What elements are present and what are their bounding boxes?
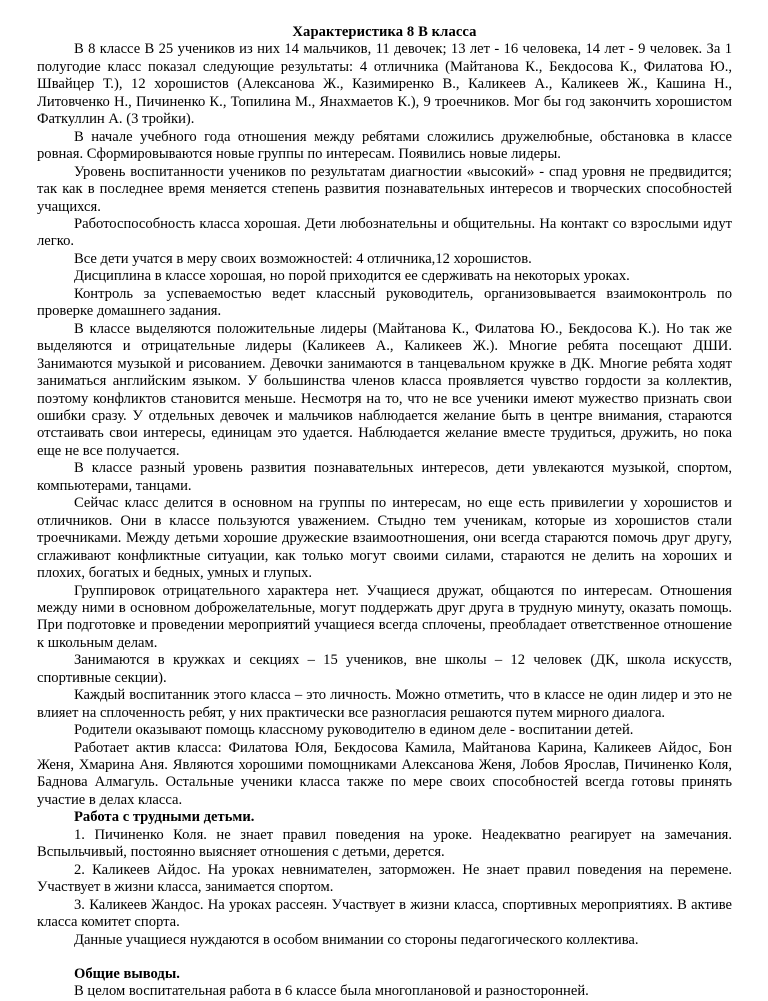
difficult-child-item: 1. Пичиненко Коля. не знает правил поведения на уроке. Неадекватно реагирует на замечания. Вспыльчивый, постоянно выясняет отношения с детьми, дерется. xyxy=(37,826,732,861)
difficult-children-note: Данные учащиеся нуждаются в особом внимании со стороны педагогического коллектива. xyxy=(74,931,639,948)
paragraph-control: Контроль за успеваемостью ведет классный руководитель, организовывается взаимоконтроль по проверке домашнего задания. xyxy=(37,285,732,320)
paragraph-work-capacity: Работоспособность класса хорошая. Дети любознательны и общительны. На контакт со взрослыми идут легко. xyxy=(37,215,732,250)
paragraph-no-negative-groups: Группировок отрицательного характера нет. Учащиеся дружат, общаются по интересам. Отношения между ними в основном доброжелательные, могут поддержать друг друга в трудную минуту, оказать помощь. При подготовке и проведении мероприятий учащиеся всегда сплочены, преобладает ответственное отношение к школьным делам. xyxy=(37,582,732,651)
paragraph-personality: Каждый воспитанник этого класса – это личность. Можно отметить, что в классе не один лидер и это не влияет на сплоченность ребят, у них практически все разногласия решаются путем мирного диалога. xyxy=(37,687,732,721)
paragraph-discipline: Дисциплина в классе хорошая, но порой приходится ее сдерживать на некоторых уроках. xyxy=(74,268,630,285)
paragraph-groups: Сейчас класс делится в основном на группы по интересам, но еще есть привилегии у хорошистов и отличников. Они в классе пользуются уважением. Стыдно тем ученикам, которые из хорошистов стали троечниками. Между детьми хорошие дружеские взаимоотношения, они всегда стараются помочь друг другу, сглаживают конфликтные ситуации, как только могут своими силами, стараются не делить на хороших и плохих, богатых и бедных, умных и глупых. xyxy=(37,495,732,582)
paragraph-parents: Родители оказывают помощь классному руководителю в едином деле - воспитании детей. xyxy=(74,722,634,739)
paragraph-relations: В начале учебного года отношения между ребятами сложились дружелюбные, обстановка в классе ровная. Сформировываются новые группы по интересам. Появились новые лидеры. xyxy=(37,128,732,163)
difficult-child-item: 3. Каликеев Жандос. На уроках рассеян. Участвует в жизни класса, спортивных мероприятиях. В активе класса комитет спорта. xyxy=(37,896,732,931)
difficult-child-item: 2. Каликеев Айдос. На уроках невнимателен, заторможен. Не знает правил поведения на перемене. Участвует в жизни класса, занимается спортом. xyxy=(37,861,732,896)
paragraph-upbringing-level: Уровень воспитанности учеников по результатам диагностии «высокий» - спад уровня не предвидится; так как в последнее время меняется степень развития познавательных интересов и творческих способностей учащихся. xyxy=(37,163,732,215)
paragraph-leaders: В классе выделяются положительные лидеры (Майтанова К., Филатова Ю., Бекдосова К.). Но так же выделяются и отрицательные лидеры (Каликеев А., Каликеев Ж.). Многие ребята посещают ДШИ. Занимаются музыкой и рисованием. Девочки занимаются в танцевальном кружке в ДК. Многие ребята ходят заниматься английским языком. У большинства членов класса проявляется чувство гордости за коллектив, поэтому конфликтов становится меньше. Несмотря на то, что не все ученики имеют мужество признать свои ошибки сразу. У отдельных девочек и мальчиков наблюдается желание быть в центре внимания, стараются отстаивать свои интересы, единицам это удается. Наблюдается желание вместе трудиться, дружить, но пока еще не все получается. xyxy=(37,320,732,459)
paragraph-clubs: Занимаются в кружках и секциях – 15 учеников, вне школы – 12 человек (ДК, школа искусств, спортивные секции). xyxy=(37,652,732,686)
paragraph-abilities: Все дети учатся в меру своих возможностей: 4 отличника,12 хорошистов. xyxy=(74,250,532,267)
conclusion-text: В целом воспитательная работа в 6 классе была многоплановой и разносторонней. xyxy=(74,983,589,1000)
paragraph-class-activists: Работает актив класса: Филатова Юля, Бекдосова Камила, Майтанова Карина, Каликеев Айдос, Бон Женя, Хмарина Аня. Являются хорошими помощниками Алексанова Женя, Лобов Ярослав, Пичиненко Коля, Баднова Алмагуль. Остальные ученики класса также по мере своих способностей всегда готовы принять участие в делах класса. xyxy=(37,739,732,808)
section-heading-difficult-children: Работа с трудными детьми. xyxy=(74,809,255,826)
spacer xyxy=(37,949,732,966)
document-title: Характеристика 8 В класса xyxy=(292,24,477,40)
paragraph-interests: В классе разный уровень развития познавательных интересов, дети увлекаются музыкой, спортом, компьютерами, танцами. xyxy=(37,460,732,494)
paragraph-class-composition: В 8 классе В 25 учеников из них 14 мальчиков, 11 девочек; 13 лет - 16 человека, 14 лет - 9 человек. За 1 полугодие класс показал следующие результаты: 4 отличника (Майтанова К., Бекдосова К., Филатова Ю., Швайцер Т.), 12 хорошистов (Алексанова Ж., Казимиренко В., Каликеев А., Каликеев Ж., Кашина Н., Литовченко Н., Пичиненко К., Топилина М., Янахмаетов К.), 9 троечников. Мог бы год закончить хорошистом Фаткуллин А. (3 тройки). xyxy=(37,41,732,128)
section-heading-conclusions: Общие выводы. xyxy=(74,966,180,983)
